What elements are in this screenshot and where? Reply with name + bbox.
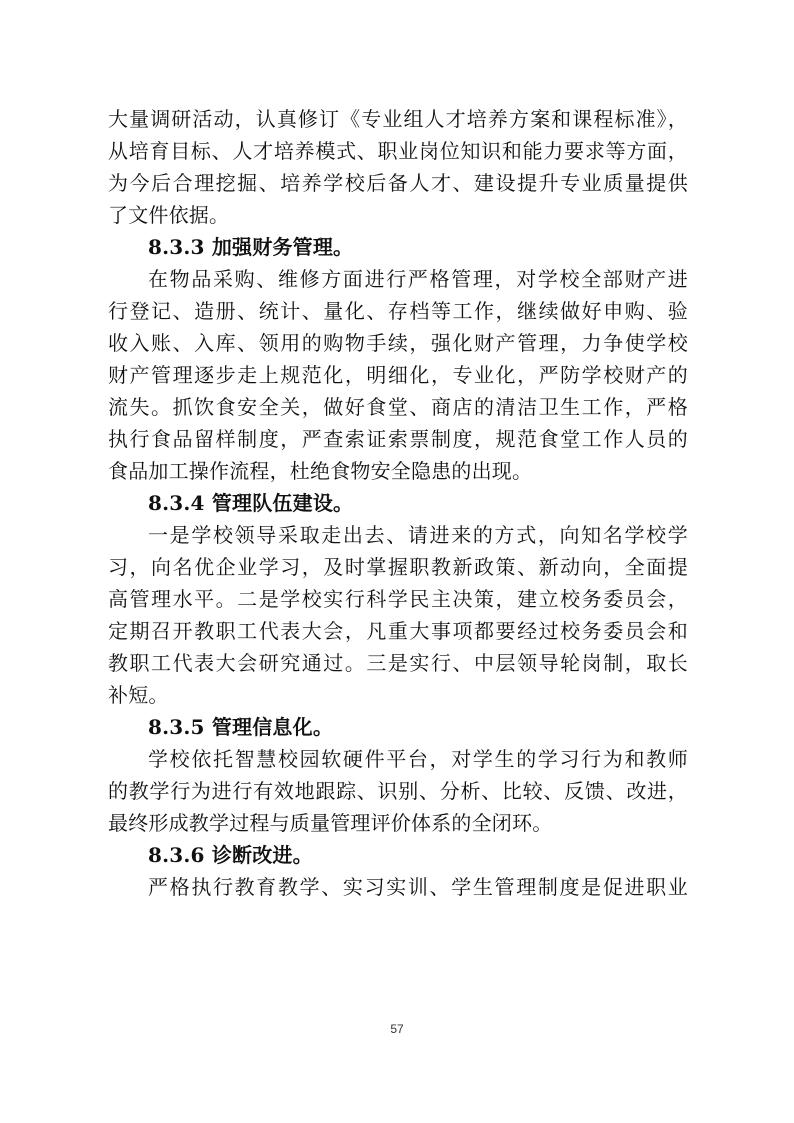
section-heading xyxy=(108,839,688,871)
text-line: 执行食品留样制度，严查索证索票制度，规范食堂工作人员的 xyxy=(108,427,688,451)
section-heading xyxy=(108,711,688,743)
text-line: 行登记、造册、统计、量化、存档等工作，继续做好申购、验 xyxy=(108,299,688,323)
paragraph xyxy=(108,871,688,903)
text-line: 收入账、入库、领用的购物手续，强化财产管理，力争使学校 xyxy=(108,331,688,355)
text-line: 为今后合理挖掘、培养学校后备人才、建设提升专业质量提供 xyxy=(108,171,688,195)
text-line: 大量调研活动，认真修订《专业组人才培养方案和课程标准》， xyxy=(108,107,688,131)
section-heading xyxy=(108,487,688,519)
text-line: 从培育目标、人才培养模式、职业岗位知识和能力要求等方面， xyxy=(108,139,688,163)
text-line: 高管理水平。二是学校实行科学民主决策，建立校务委员会， xyxy=(108,587,688,611)
text-line: 严格执行教育教学、实习实训、学生管理制度是促进职业 xyxy=(148,875,688,899)
text-line: 的教学行为进行有效地跟踪、识别、分析、比较、反馈、改进， xyxy=(108,779,688,803)
page-number: 57 xyxy=(390,1022,404,1036)
paragraph xyxy=(108,519,688,711)
paragraph xyxy=(108,743,688,839)
heading-text: 8.3.3 加强财务管理。 xyxy=(148,235,354,259)
text-line: 在物品采购、维修方面进行严格管理，对学校全部财产进 xyxy=(148,267,688,291)
text-line: 习，向名优企业学习，及时掌握职教新政策、新动向，全面提 xyxy=(108,555,688,579)
heading-text: 8.3.4 管理队伍建设。 xyxy=(148,491,354,515)
section-heading xyxy=(108,231,688,263)
text-line: 最终形成教学过程与质量管理评价体系的全闭环。 xyxy=(108,811,553,835)
heading-text: 8.3.5 管理信息化。 xyxy=(148,715,334,739)
text-line: 学校依托智慧校园软硬件平台，对学生的学习行为和教师 xyxy=(148,747,688,771)
text-line: 教职工代表大会研究通过。三是实行、中层领导轮岗制，取长 xyxy=(108,651,688,675)
paragraph xyxy=(108,103,688,231)
text-line: 财产管理逐步走上规范化，明细化，专业化，严防学校财产的 xyxy=(108,363,688,387)
text-line: 一是学校领导采取走出去、请进来的方式，向知名学校学 xyxy=(148,523,688,547)
text-line: 补短。 xyxy=(108,683,169,707)
page-content xyxy=(108,103,688,903)
text-line: 定期召开教职工代表大会，凡重大事项都要经过校务委员会和 xyxy=(108,619,688,643)
text-line: 食品加工操作流程，杜绝食物安全隐患的出现。 xyxy=(108,459,533,483)
text-line: 流失。抓饮食安全关，做好食堂、商店的清洁卫生工作，严格 xyxy=(108,395,688,419)
paragraph xyxy=(108,263,688,487)
text-line: 了文件依据。 xyxy=(108,203,230,227)
heading-text: 8.3.6 诊断改进。 xyxy=(148,843,313,867)
